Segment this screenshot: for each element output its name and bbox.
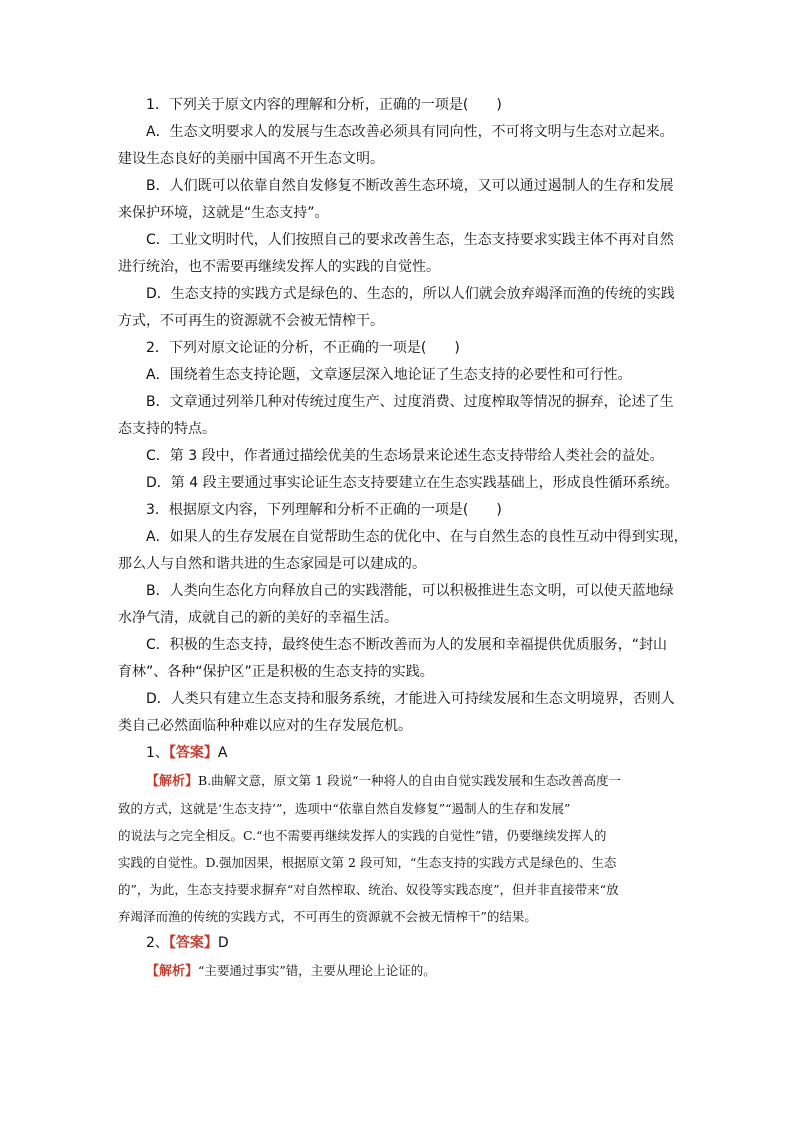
option-d-line-1: D．第 4 段主要通过事实论证生态支持要建立在生态实践基础上，形成良性循环系统。 [146,475,679,491]
analysis-line-1 [118,767,678,795]
option-a-line-1: A．如果人的生存发展在自觉帮助生态的优化中、在与自然生态的良性互动中得到实现， [146,529,688,545]
analysis-text: B.曲解文意，原文第 1 段说“一种将人的自由自觉实践发展和生态改善高度一 [198,773,621,788]
answer-number: 1、 [146,745,169,761]
answer-2 [118,930,678,985]
option-c-line-2: 育林”、各种“保护区”正是积极的生态支持的实践。 [118,664,434,680]
question-stem: 1．下列关于原文内容的理解和分析，正确的一项是( ) [146,97,502,113]
option-d-line-2: 方式，不可再生的资源就不会被无情榨干。 [118,313,384,329]
option-a-line-1: A．生态文明要求人的发展与生态改善必须具有同向性，不可将文明与生态对立起来。 [146,124,674,140]
question-stem: 3．根据原文内容，下列理解和分析不正确的一项是( ) [146,502,502,518]
option-a-line-2: 建设生态良好的美丽中国离不开生态文明。 [118,151,384,167]
option-d-line-2: 类自己必然面临种种难以应对的生存发展危机。 [118,718,412,734]
answer-tag: 【答案】 [168,745,218,761]
question-stem: 2．下列对原文论证的分析，不正确的一项是( ) [146,340,460,356]
option-c-line-1: C．第 3 段中，作者通过描绘优美的生态场景来论述生态支持带给人类社会的益处。 [146,448,664,464]
analysis-block [118,957,678,985]
option-b-line-1: B．文章通过列举几种对传统过度生产、过度消费、过度榨取等情况的摒弃，论述了生 [146,394,674,410]
analysis-line-1 [118,957,678,985]
document-page [118,92,688,985]
analysis-text: “主要通过事实”错，主要从理论上论证的。 [198,963,436,978]
option-a-line-2: 那么人与自然和谐共进的生态家园是可以建成的。 [118,556,426,572]
analysis-tag: 【解析】 [146,774,199,789]
analysis-line-2: 致的方式，这就是‘生态支持’”，选项中“依靠自然自发修复”“遏制人的生存和发展” [118,801,571,816]
option-d-line-1: D．人类只有建立生态支持和服务系统，才能进入可持续发展和生态文明境界，否则人 [146,691,675,707]
option-b-line-2: 水净气清，成就自己的新的美好的幸福生活。 [118,610,398,626]
option-b-line-1: B．人们既可以依靠自然自发修复不断改善生态环境，又可以通过遏制人的生存和发展 [146,178,674,194]
analysis-tag: 【解析】 [146,964,199,979]
answer-number: 2、 [146,935,169,951]
answer-tag: 【答案】 [168,935,218,951]
option-b-line-2: 态支持的特点。 [118,421,216,437]
option-b-line-1: B．人类向生态化方向释放自己的实践潜能，可以积极推进生态文明，可以使天蓝地绿 [146,583,674,599]
analysis-line-4: 实践的自觉性。D.强加因果，根据原文第 2 段可知，“生态支持的实践方式是绿色的、生态 [118,855,617,870]
answer-value: D [217,935,229,951]
analysis-line-3: 的说法与之完全相反。C.“也不需要再继续发挥人的实践的自觉性”错，仍要继续发挥人的 [118,828,607,843]
option-c-line-2: 进行统治，也不需要再继续发挥人的实践的自觉性。 [118,259,440,275]
option-c-line-1: C．工业文明时代，人们按照自己的要求改善生态，生态支持要求实践主体不再对自然 [146,232,674,248]
question-2 [118,335,678,497]
analysis-line-5: 的”，为此，生态支持要求摒弃“对自然榨取、统治、奴役等实践态度”，但并非直接带来“放 [118,882,619,897]
option-d-line-1: D．生态支持的实践方式是绿色的、生态的，所以人们就会放弃竭泽而渔的传统的实践 [146,286,675,302]
answer-value: A [217,745,228,761]
question-3 [118,497,688,740]
option-b-line-2: 来保护环境，这就是“生态支持”。 [118,205,329,221]
option-a-line-1: A．围绕着生态支持论题，文章逐层深入地论证了生态支持的必要性和可行性。 [146,367,632,383]
analysis-line-6: 弃竭泽而渔的传统的实践方式，不可再生的资源就不会被无情榨干”的结果。 [118,909,537,924]
analysis-block [118,767,678,930]
answer-line [118,930,678,957]
question-1 [118,92,678,335]
answer-line [118,740,678,767]
option-c-line-1: C．积极的生态支持，最终使生态不断改善而为人的发展和幸福提供优质服务，“封山 [146,637,668,653]
answer-1 [118,740,678,930]
